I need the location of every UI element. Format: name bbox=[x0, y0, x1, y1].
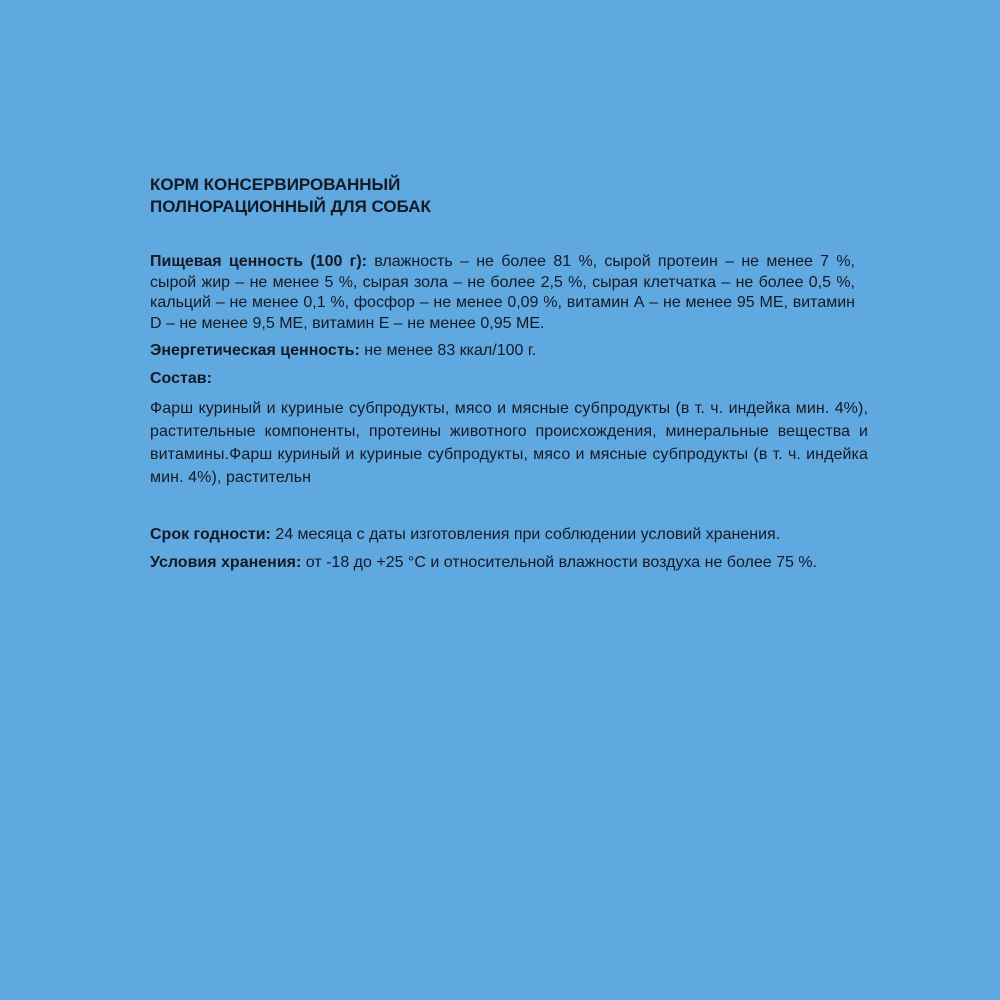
product-title-line-2: ПОЛНОРАЦИОННЫЙ ДЛЯ СОБАК bbox=[150, 197, 431, 216]
shelf-life-paragraph bbox=[150, 525, 855, 546]
storage-paragraph bbox=[150, 553, 855, 574]
nutrition-text: влажность – не более 81 %, сырой протеин – не менее 7 %, сырой жир – не менее 5 %, сырая зола – не более 2,5 %, сырая клетчатка – не более 0,5 %, кальций – не менее 0,1 %, фосфор – не менее 0,09 %, витамин А – не менее 95 МЕ, витамин D – не менее 9,5 МЕ, витамин Е – не менее 0,95 МЕ. bbox=[150, 253, 856, 332]
composition-text: Фарш куриный и куриные субпродукты, мясо и мясные субпродукты (в т. ч. индейка мин. 4%), растительные компоненты, протеины животного происхождения, минеральные вещества и витамины.Фарш куриный и куриные субпродукты, мясо и мясные субпродукты (в т. ч. индейка мин. 4%), растительн bbox=[150, 400, 868, 486]
storage-text: от -18 до +25 °С и относительной влажности воздуха не более 75 %. bbox=[301, 554, 817, 571]
storage-label: Условия хранения: bbox=[150, 554, 302, 571]
nutrition-paragraph bbox=[150, 252, 855, 334]
shelf-life-text: 24 месяца с даты изготовления при соблюдении условий хранения. bbox=[270, 526, 781, 543]
product-title-line-1: КОРМ КОНСЕРВИРОВАННЫЙ bbox=[150, 175, 401, 194]
energy-text: не менее 83 ккал/100 г. bbox=[359, 342, 537, 359]
energy-paragraph bbox=[150, 341, 855, 362]
product-title bbox=[150, 174, 850, 218]
shelf-life-label: Срок годности: bbox=[150, 526, 271, 543]
energy-label: Энергетическая ценность: bbox=[150, 342, 360, 359]
nutrition-label: Пищевая ценность (100 г): bbox=[150, 253, 367, 270]
composition-heading: Состав: bbox=[150, 370, 212, 387]
